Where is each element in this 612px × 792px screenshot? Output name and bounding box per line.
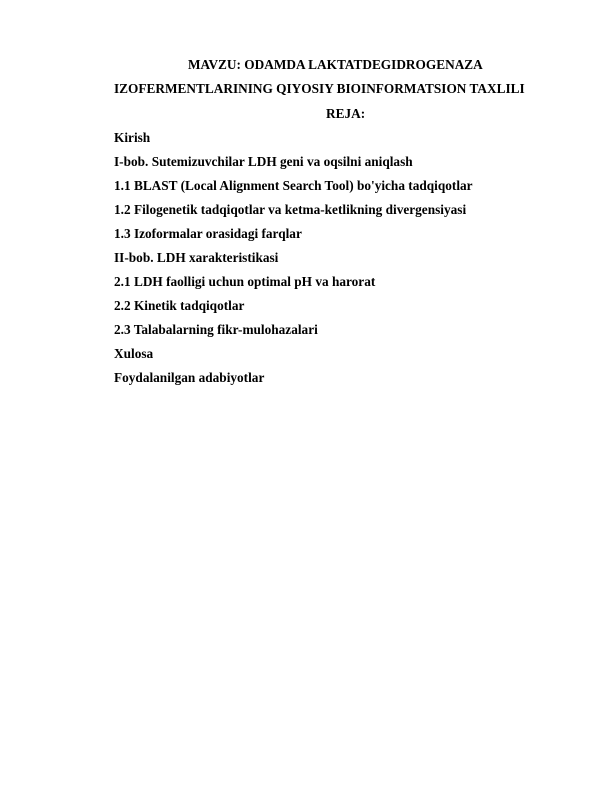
plan-heading: REJA: [326, 106, 366, 121]
toc-item-introduction: Kirish [114, 130, 151, 145]
toc-item-2-1: 2.1 LDH faolligi uchun optimal pH va harorat [114, 274, 376, 289]
toc-item-1-3: 1.3 Izoformalar orasidagi farqlar [114, 226, 302, 241]
toc-item-chapter-2: II-bob. LDH xarakteristikasi [114, 250, 279, 265]
title-line-1: MAVZU: ODAMDA LAKTATDEGIDROGENAZA [188, 57, 483, 72]
toc-item-2-3: 2.3 Talabalarning fikr-mulohazalari [114, 322, 318, 337]
toc-item-references: Foydalanilgan adabiyotlar [114, 370, 265, 385]
toc-item-conclusion: Xulosa [114, 346, 154, 361]
toc-item-1-1: 1.1 BLAST (Local Alignment Search Tool) bo'yicha tadqiqotlar [114, 178, 473, 193]
toc-item-1-2: 1.2 Filogenetik tadqiqotlar va ketma-ketlikning divergensiyasi [114, 202, 467, 217]
toc-item-chapter-1: I-bob. Sutemizuvchilar LDH geni va oqsilni aniqlash [114, 154, 413, 169]
title-line-2: IZOFERMENTLARINING QIYOSIY BIOINFORMATSION TAXLILI [114, 81, 525, 96]
toc-item-2-2: 2.2 Kinetik tadqiqotlar [114, 298, 245, 313]
table-of-contents [114, 130, 473, 394]
